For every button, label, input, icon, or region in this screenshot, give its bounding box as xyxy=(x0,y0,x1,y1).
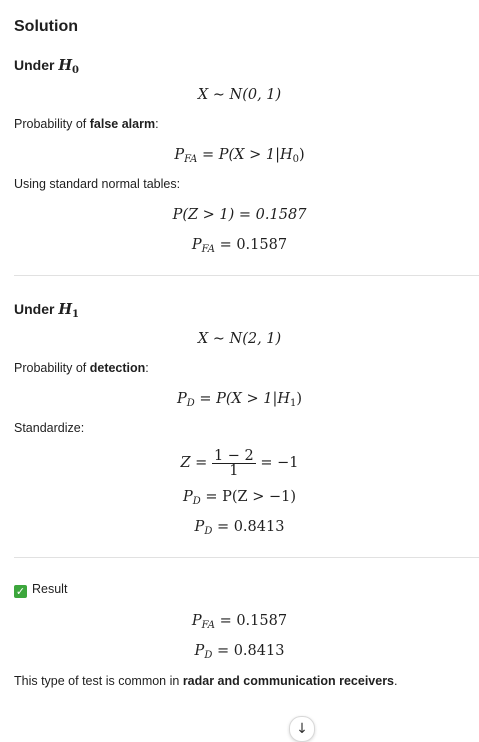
solution-content xyxy=(0,16,479,690)
arrow-down-icon: ↓ xyxy=(296,721,308,737)
pd-value: $P_D = 0.8413$ xyxy=(194,519,285,537)
pd-definition: $P_D = P(X > 1|H_1)$ xyxy=(176,391,303,409)
scroll-down-button[interactable] xyxy=(289,716,315,742)
solution-title: Solution xyxy=(14,18,78,35)
result-label: Result xyxy=(32,582,68,596)
h0-heading-label: Under xyxy=(14,57,55,73)
h1-heading: Under $H_1$ xyxy=(14,301,80,320)
detection-label: Probability of detection: xyxy=(14,361,149,375)
h1-distribution: X ∼ N(2, 1) xyxy=(197,331,282,347)
h0-heading: Under $H_0$ xyxy=(14,57,80,76)
pfa-definition: $P_{FA} = P(X > 1|H_0)$ xyxy=(174,147,305,165)
pfa-value: $P_{FA} = 0.1587$ xyxy=(191,237,288,255)
checkmark-icon: ✓ xyxy=(15,585,26,598)
result-pfa: $P_{FA} = 0.1587$ xyxy=(191,613,288,631)
standardize-label: Standardize: xyxy=(14,421,85,435)
h1-heading-label: Under xyxy=(14,301,55,317)
z-standardized: Z = $\frac{1 - 2}{1}$ = −1 xyxy=(180,447,299,479)
normal-tables-label: Using standard normal tables: xyxy=(14,177,181,191)
z-greater-1: P(Z > 1) = 0.1587 xyxy=(172,207,307,223)
result-pd: $P_D = 0.8413$ xyxy=(194,643,285,661)
footer-note: This type of test is common in radar and communication receivers. xyxy=(14,674,398,688)
h0-distribution: X ∼ N(0, 1) xyxy=(197,87,282,103)
pd-z-expression: $P_D = P(Z > -1)$ xyxy=(182,489,297,507)
false-alarm-label: Probability of false alarm: xyxy=(14,117,159,131)
result-heading xyxy=(14,580,479,598)
